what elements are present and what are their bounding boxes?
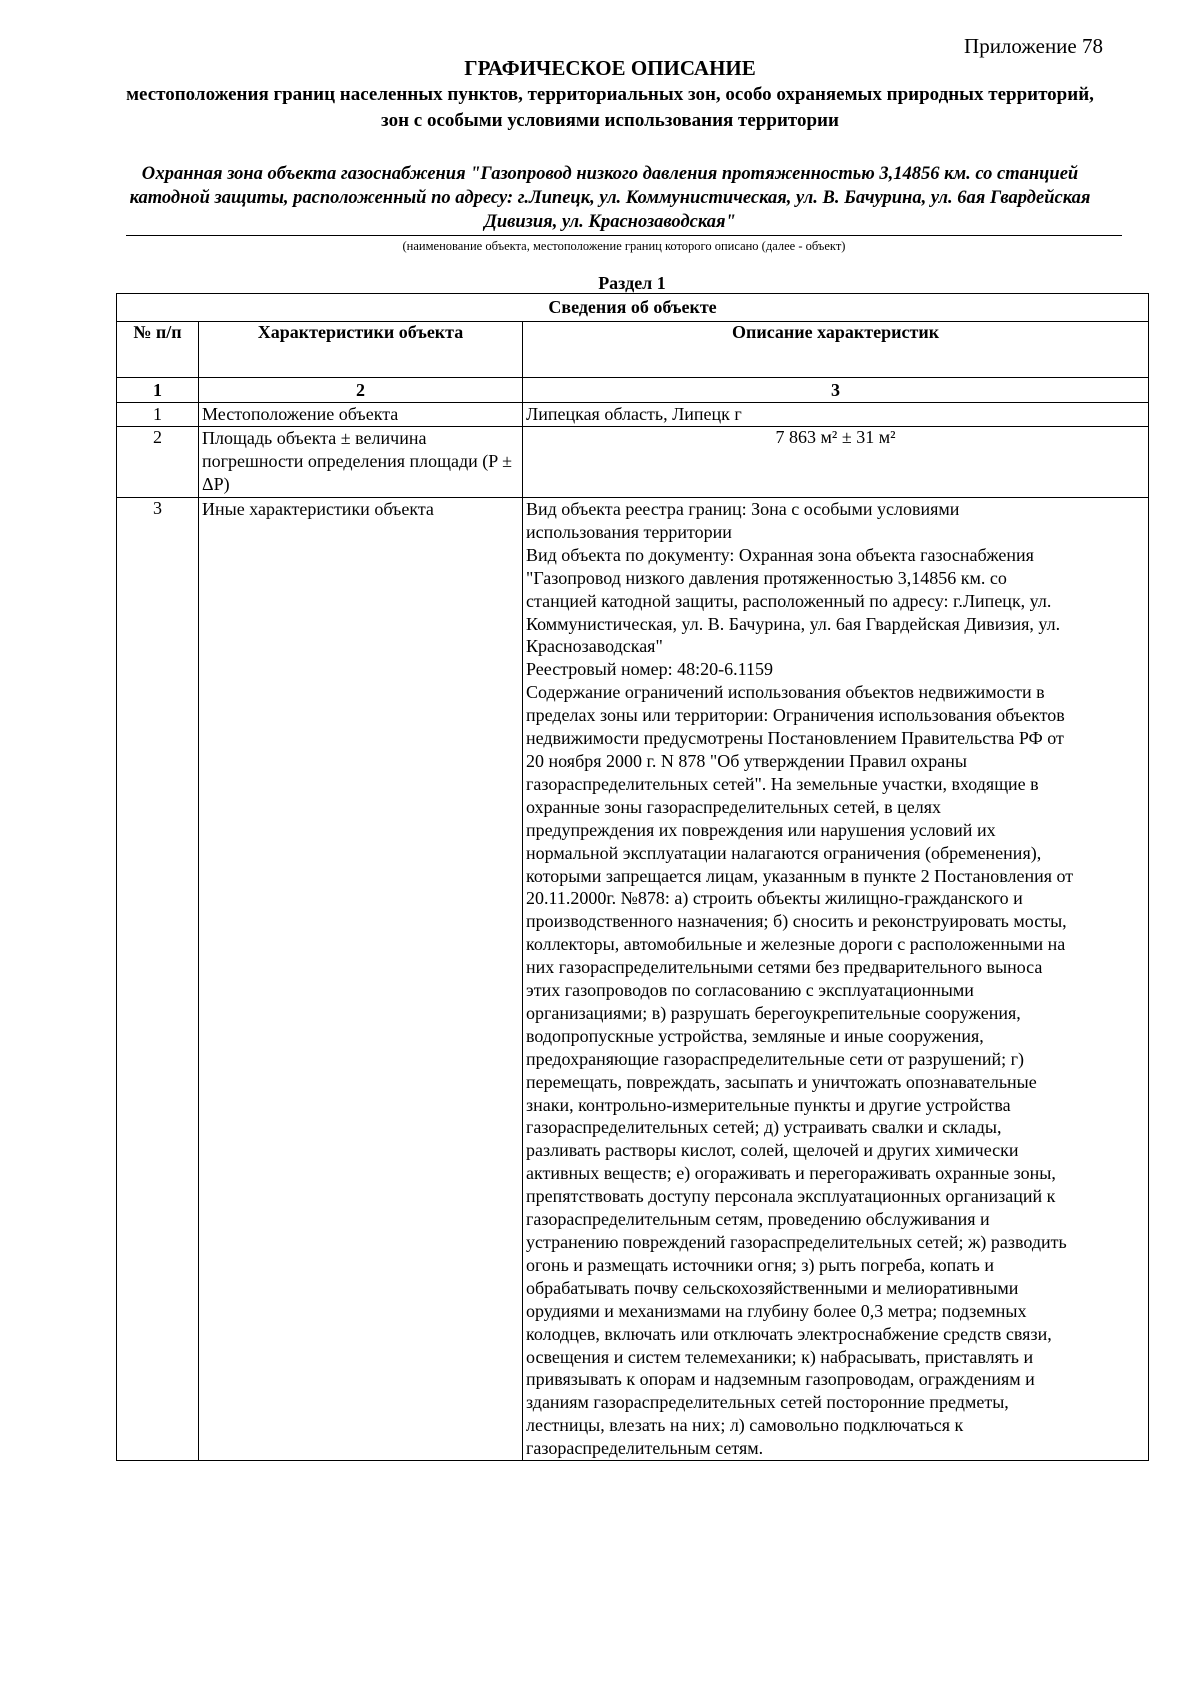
- header-number: № п/п: [117, 322, 199, 378]
- object-name-underline: [126, 235, 1122, 236]
- row-number: 3: [117, 498, 199, 1461]
- table-row: [117, 498, 1149, 1461]
- row-number: 2: [117, 427, 199, 498]
- column-number-1: 1: [117, 378, 199, 403]
- header-characteristic: Характеристики объекта: [199, 322, 523, 378]
- table-caption: Сведения об объекте: [117, 294, 1149, 322]
- row-description: 7 863 м² ± 31 м²: [523, 427, 1149, 498]
- document-subtitle: местоположения границ населенных пунктов, территориальных зон, особо охраняемых природных территорий, зон с особыми условиями использования территории: [126, 84, 1094, 131]
- section-label: Раздел 1: [598, 273, 666, 293]
- row-characteristic: Площадь объекта ± величина погрешности определения площади (P ± ΔP): [199, 427, 523, 498]
- row-description: Липецкая область, Липецк г: [523, 403, 1149, 427]
- object-info-table: [116, 293, 1149, 1461]
- row-characteristic: Местоположение объекта: [199, 403, 523, 427]
- appendix-label: Приложение 78: [964, 34, 1103, 58]
- row-characteristic: Иные характеристики объекта: [199, 498, 523, 1461]
- table-row: [117, 427, 1149, 498]
- column-number-3: 3: [523, 378, 1149, 403]
- row-number: 1: [117, 403, 199, 427]
- column-number-2: 2: [199, 378, 523, 403]
- header-description: Описание характеристик: [523, 322, 1149, 378]
- object-name-hint: (наименование объекта, местоположение границ которого описано (далее - объект): [402, 239, 846, 253]
- row-description: Вид объекта реестра границ: Зона с особыми условиями использования территории Вид объекта по документу: Охранная зона объекта газоснабжения "Газопровод низкого давления протяженностью 3,14856 км. со станцией катодной защиты, расположенный по адресу: г.Липецк, ул. Коммунистическая, ул. В. Бачурина, ул. 6ая Гвардейская Дивизия, ул. Краснозаводская" Реестровый номер: 48:20-6.1159 Содержание ограничений использования объектов недвижимости в пределах зоны или территории: Ограничения использования объектов недвижимости предусмотрены Постановлением Правительства РФ от 20 ноября 2000 г. N 878 "Об утверждении Правил охраны газораспределительных сетей". На земельные участки, входящие в охранные зоны газораспределительных сетей, в целях предупреждения их повреждения или нарушения условий их нормальной эксплуатации налагаются ограничения (обременения), которыми запрещается лицам, указанным в пункте 2 Постановления от 20.11.2000г. №878: а) строить объекты жилищно-гражданского и производственного назначения; б) сносить и реконструировать мосты, коллекторы, автомобильные и железные дороги с расположенными на них газораспределительными сетями без предварительного выноса этих газопроводов по согласованию с эксплуатационными организациями; в) разрушать берегоукрепительные сооружения, водопропускные устройства, земляные и иные сооружения, предохраняющие газораспределительные сети от разрушений; г) перемещать, повреждать, засыпать и уничтожать опознавательные знаки, контрольно-измерительные пункты и другие устройства газораспределительных сетей; д) устраивать свалки и склады, разливать растворы кислот, солей, щелочей и других химически активных веществ; е) огораживать и перегораживать охранные зоны, препятствовать доступу персонала эксплуатационных организаций к газораспределительным сетям, проведению обслуживания и устранению повреждений газораспределительных сетей; ж) разводить огонь и размещать источники огня; з) рыть погреба, копать и обрабатывать почву сельскохозяйственными и мелиоративными орудиями и механизмами на глубину более 0,3 метра; подземных колодцев, включать или отключать электроснабжение средств связи, освещения и систем телемеханики; к) набрасывать, приставлять и привязывать к опорам и надземным газопроводам, ограждениям и зданиям газораспределительных сетей посторонние предметы, лестницы, влезать на них; л) самовольно подключаться к газораспределительным сетям.: [523, 498, 1149, 1461]
- document-title: ГРАФИЧЕСКОЕ ОПИСАНИЕ: [464, 56, 756, 80]
- table-row: [117, 403, 1149, 427]
- object-name: Охранная зона объекта газоснабжения "Газопровод низкого давления протяженностью 3,14856 км. со станцией катодной защиты, расположенный по адресу: г.Липецк, ул. Коммунистическая, ул. В. Бачурина, ул. 6ая Гвардейская Дивизия, ул. Краснозаводская": [129, 164, 1091, 232]
